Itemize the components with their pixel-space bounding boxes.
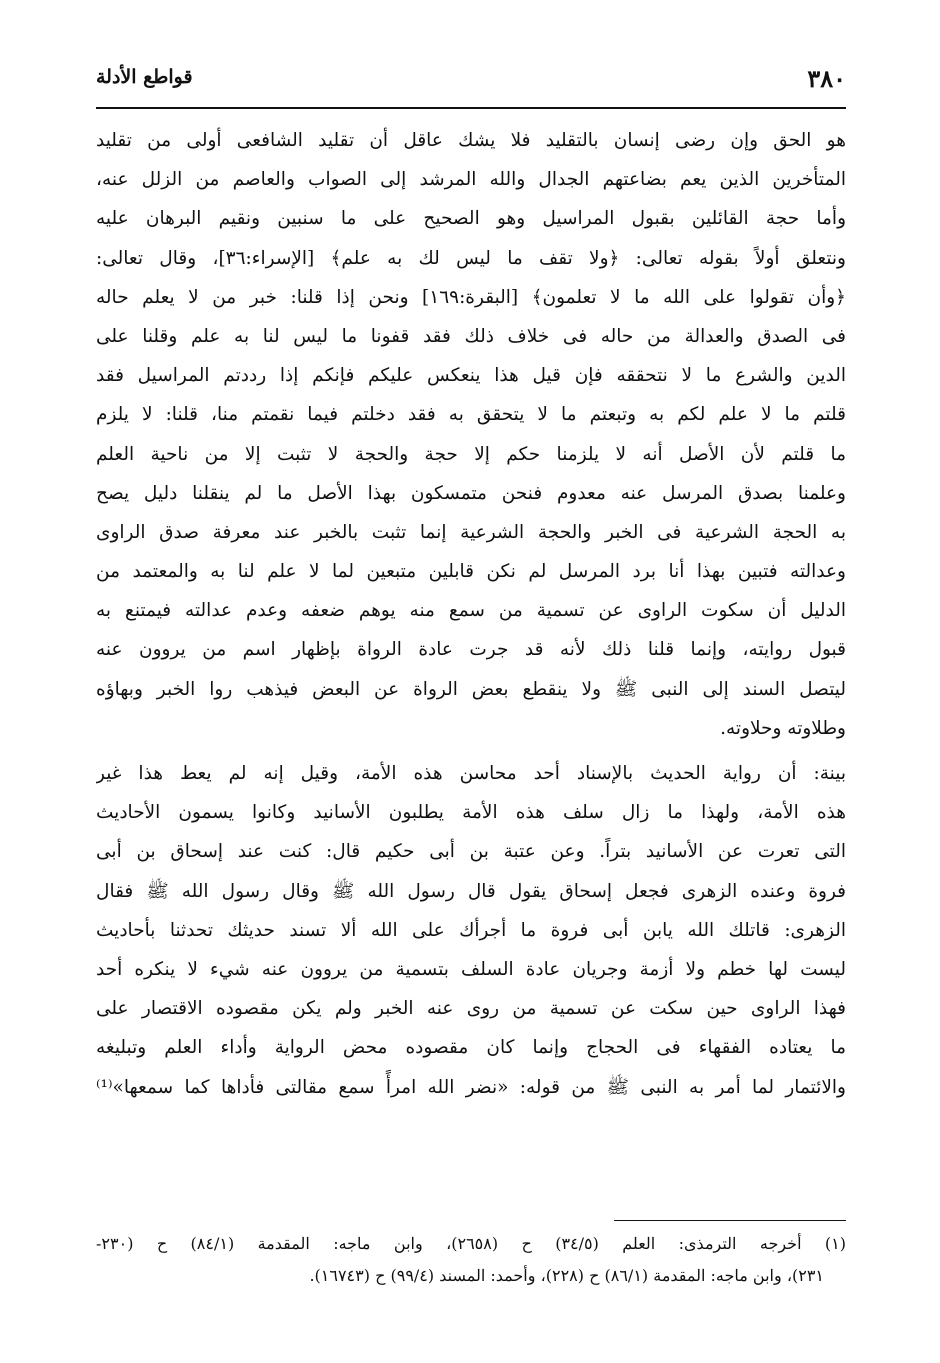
text-line: هو الحق وإن رضى إنسان بالتقليد فلا يشك عاقل أن تقليد الشافعى أولى من تقليد	[96, 130, 846, 151]
text-line: ليست لها خطم ولا أزمة وجريان عادة السلف بتسمية من يروون عنه شيء لا ينكره أحد	[96, 958, 846, 980]
text-line: ما يعتاده الفقهاء فى الحجاج وإنما كان مقصوده محض الرواية وأداء العلم وتبليغه	[96, 1037, 846, 1059]
text-line: المتأخرين الذين يعم بضاعتهم الجدال والله المرشد إلى الصواب والعاصم من الزلل عنه،	[96, 169, 846, 191]
text-line: فروة وعنده الزهرى فجعل إسحاق يقول قال رسول الله ﷺ وقال رسول الله ﷺ فقال	[96, 880, 846, 902]
text-line: التى تعرت عن الأسانيد بتراً. وعن عتبة بن أبى حكيم قال: كنت عند إسحاق بن أبى	[96, 841, 846, 863]
text-line: قلتم ما لا علم لكم به وتبعتم ما لا يتحقق به فقد دخلتم فيما نقمتم منا، قلنا: لا يلزم	[96, 404, 846, 426]
text-line: وأما حجة القائلين بقبول المراسيل وهو الصحيح على ما سنبين ونقيم البرهان عليه	[96, 208, 846, 230]
running-title: قواطع الأدلة	[96, 66, 193, 88]
text-line: قبول روايته، وإنما قلنا ذلك لأنه قد جرت عادة الرواة بإظهار اسم من يروون عنه	[96, 639, 846, 661]
text-line: به الحجة الشرعية فى الخبر والحجة الشرعية إنما تثبت بالخبر عند معرفة صدق الراوى	[96, 521, 846, 543]
footnote-line: ٢٣١)، وابن ماجه: المقدمة (٨٦/١) ح (٢٢٨)، وأحمد: المسند (٩٩/٤) ح (١٦٧٤٣).	[309, 1266, 824, 1285]
text-line: وعلمنا بصدق المرسل عنه معدوم فنحن متمسكون بهذا الأصل ما لم ينقلنا دليل يصح	[96, 482, 846, 504]
text-line: وعدالته فتبين بهذا أنا برد المرسل لم نكن قابلين متبعين لما لا علم لنا به والمعتمد من	[96, 561, 846, 583]
footnote-separator	[614, 1220, 846, 1221]
text-line: الزهرى: قاتلك الله يابن أبى فروة ما أجرأك على الله ألا تسند حديثك تحدثنا بأحاديث	[96, 919, 846, 941]
text-line: بينة: أن رواية الحديث بالإسناد أحد محاسن هذه الأمة، وقيل إنه لم يعط هذا غير	[96, 763, 846, 784]
text-line: الدليل أن سكوت الراوى عن تسمية من سمع منه يوهم ضعفه وعدم عدالته فيمتنع به	[96, 600, 846, 622]
text-line: ﴿وأن تقولوا على الله ما لا تعلمون﴾ [البقرة:١٦٩] ونحن إذا قلنا: خبر من لا يعلم حاله	[96, 286, 846, 308]
text-line: ما قلتم لأن الأصل أنه لا يلزمنا حكم إلا حجة والحجة لا تثبت إلا من ناحية العلم	[96, 443, 846, 465]
page-number: ٣٨٠	[807, 64, 846, 93]
text-line: هذه الأمة، ولهذا ما زال سلف هذه الأمة يطلبون الأسانيد وكانوا يسمون الأحاديث	[96, 802, 846, 824]
main-text	[96, 121, 846, 1107]
page-header	[96, 62, 846, 102]
text-line: الدين والشرع ما لا نتحققه فإن قيل هذا ينعكس عليكم فإنكم إذا رددتم المراسيل فقد	[96, 365, 846, 387]
text-line: فى الصدق والعدالة من حاله فى خلاف ذلك فقد قفونا ما ليس لنا به علم وقلنا على	[96, 325, 846, 347]
header-rule	[96, 107, 846, 109]
text-line: ليتصل السند إلى النبى ﷺ ولا ينقطع بعض الرواة عن البعض فيذهب روا الخبر وبهاؤه	[96, 678, 846, 700]
text-line: والائتمار لما أمر به النبى ﷺ من قوله: «نضر الله امرأً سمع مقالتى فأداها كما سمعها»⁽¹⁾	[96, 1076, 846, 1098]
text-line: وطلاوته وحلاوته.	[720, 717, 846, 739]
footnotes	[96, 1228, 846, 1292]
footnote-line: (١) أخرجه الترمذى: العلم (٣٤/٥) ح (٢٦٥٨)، وابن ماجه: المقدمة (٨٤/١) ح (٢٣٠-	[96, 1234, 846, 1253]
text-line: فهذا الراوى حين سكت عن تسمية من روى عنه الخبر ولم يكن مقصوده الاقتصار على	[96, 998, 846, 1020]
text-line: ونتعلق أولاً بقوله تعالى: ﴿ولا تقف ما ليس لك به علم﴾ [الإسراء:٣٦]، وقال تعالى:	[96, 247, 846, 269]
